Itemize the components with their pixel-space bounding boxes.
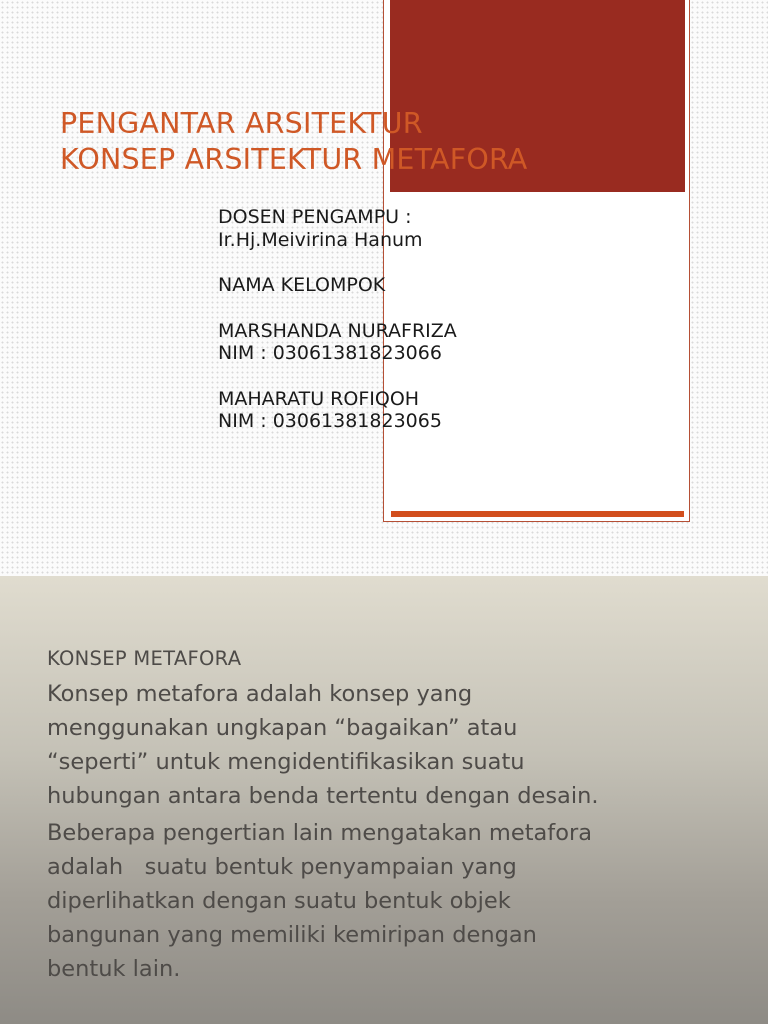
section-heading: KONSEP METAFORA xyxy=(47,647,242,670)
lecturer-label: DOSEN PENGAMPU : xyxy=(218,206,412,228)
lecturer-name: Ir.Hj.Meivirina Hanum xyxy=(218,228,423,251)
paragraph-line: “seperti” untuk mengidentifikasikan suatu xyxy=(47,749,525,775)
paragraph-line: Konsep metafora adalah konsep yang xyxy=(47,681,473,707)
definition-paragraph xyxy=(47,677,747,813)
additional-definition-paragraph xyxy=(47,816,747,986)
title-line-1: PENGANTAR ARSITEKTUR xyxy=(60,107,423,140)
slide-title xyxy=(60,106,700,178)
group-label: NAMA KELOMPOK xyxy=(218,274,386,296)
content-slide xyxy=(0,576,768,1024)
paragraph-line: diperlihatkan dengan suatu bentuk objek xyxy=(47,888,511,914)
presenter-info xyxy=(218,206,578,433)
member-name: MAHARATU ROFIQOH xyxy=(218,387,420,410)
paragraph-line: menggunakan ungkapan “bagaikan” atau xyxy=(47,715,518,741)
paragraph-line: hubungan antara benda tertentu dengan desain. xyxy=(47,783,599,809)
paragraph-line: adalah suatu bentuk penyampaian yang xyxy=(47,854,517,880)
member-nim: NIM : 03061381823066 xyxy=(218,342,442,364)
title-line-2: KONSEP ARSITEKTUR METAFORA xyxy=(60,143,528,176)
decorative-orange-bar xyxy=(391,511,684,517)
paragraph-line: Beberapa pengertian lain mengatakan metafora xyxy=(47,820,593,846)
member-nim: NIM : 03061381823065 xyxy=(218,410,442,432)
paragraph-line: bangunan yang memiliki kemiripan dengan xyxy=(47,922,537,948)
member-name: MARSHANDA NURAFRIZA xyxy=(218,319,457,342)
paragraph-line: bentuk lain. xyxy=(47,956,181,982)
